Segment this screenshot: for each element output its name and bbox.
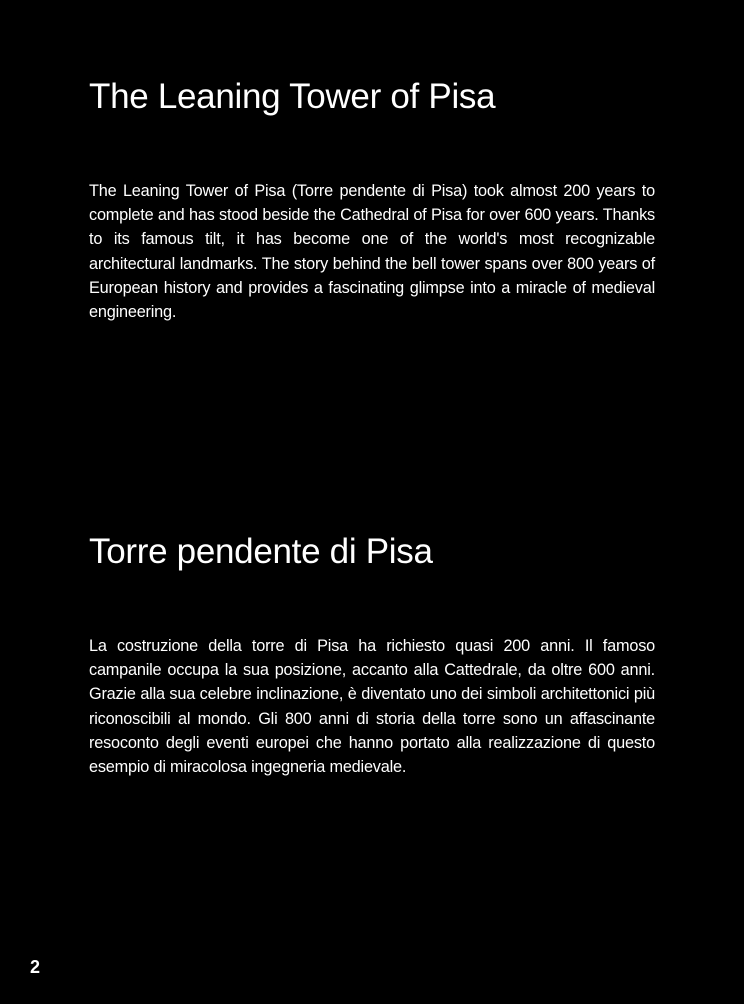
section-body-italian: La costruzione della torre di Pisa ha richiesto quasi 200 anni. Il famoso campanile occupa la sua posizione, accanto alla Cattedrale, da oltre 600 anni. Grazie alla sua celebre inclinazione, è diventato uno dei simboli architettonici più riconoscibili al mondo. Gli 800 anni di storia della torre sono un affascinante resoconto degli eventi europei che hanno portato alla realizzazione di questo esempio di miracolosa ingegneria medievale.	[89, 637, 655, 777]
section-body-english: The Leaning Tower of Pisa (Torre pendente di Pisa) took almost 200 years to complete and has stood beside the Cathedral of Pisa for over 600 years. Thanks to its famous tilt, it has become one of the world's most recognizable architectural landmarks. The story behind the bell tower spans over 800 years of European history and provides a fascinating glimpse into a miracle of medieval engineering.	[89, 182, 655, 322]
section-english	[89, 72, 655, 324]
page-number: 2	[30, 957, 41, 977]
section-title-italian: Torre pendente di Pisa	[89, 532, 433, 571]
section-title-english: The Leaning Tower of Pisa	[89, 77, 496, 116]
section-italian	[89, 527, 655, 779]
